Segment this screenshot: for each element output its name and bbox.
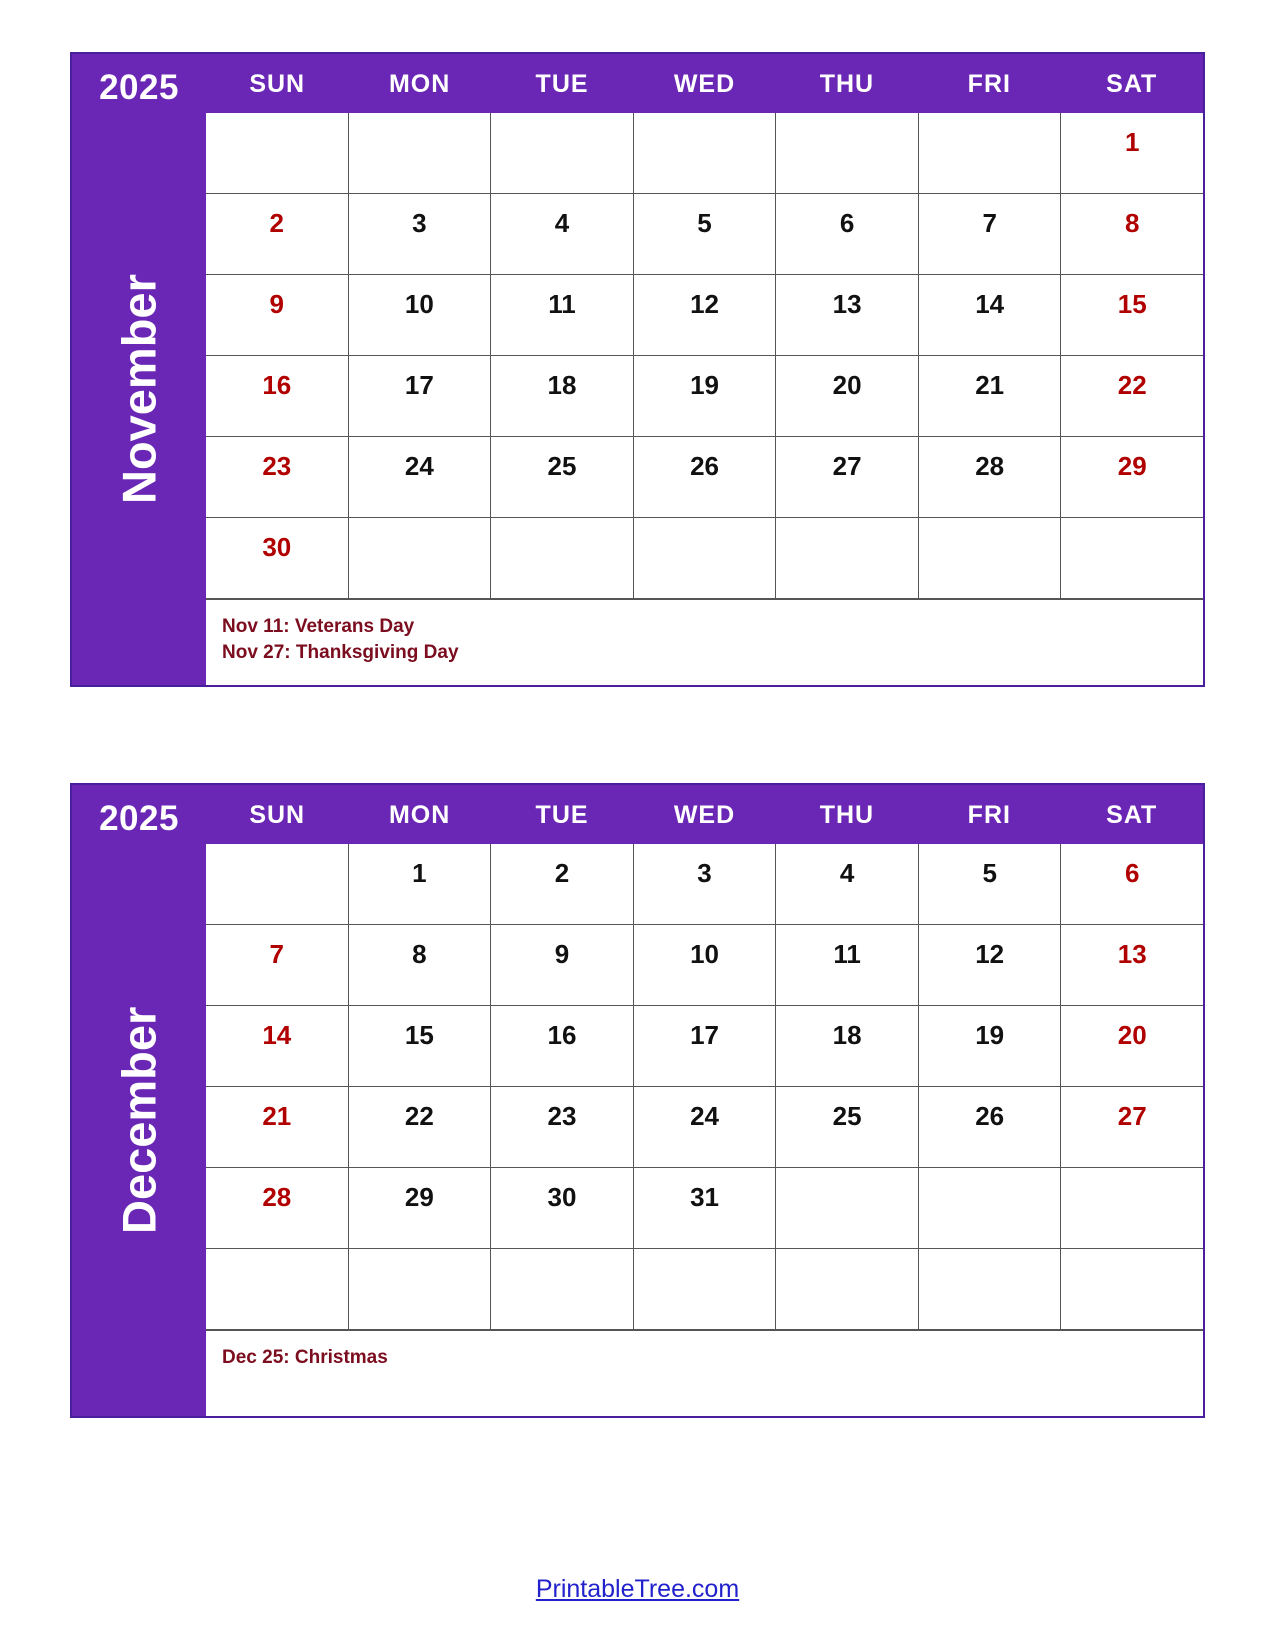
day-cell: 10	[349, 275, 492, 356]
day-cell: 16	[206, 356, 349, 437]
site-link[interactable]: PrintableTree.com	[535, 1575, 740, 1603]
day-cell: 14	[919, 275, 1062, 356]
week-row	[206, 437, 1203, 518]
day-cell	[919, 518, 1062, 599]
block-spacer	[70, 687, 1205, 783]
weekday-sat: SAT	[1106, 801, 1158, 829]
weekday-tue: TUE	[535, 70, 589, 98]
year-label-december: 2025	[99, 799, 179, 838]
weekday-tue: TUE	[535, 801, 589, 829]
day-cell: 19	[634, 356, 777, 437]
day-cell: 25	[776, 1087, 919, 1168]
day-cell	[919, 1168, 1062, 1249]
week-row	[206, 1249, 1203, 1330]
day-cell	[776, 113, 919, 194]
day-cell: 5	[634, 194, 777, 275]
day-cell: 28	[919, 437, 1062, 518]
day-cell: 7	[206, 925, 349, 1006]
calendar-grid-december	[206, 785, 1203, 1416]
day-cell	[634, 518, 777, 599]
day-cell: 11	[776, 925, 919, 1006]
week-row	[206, 925, 1203, 1006]
weekday-wed: WED	[673, 801, 736, 829]
day-cell: 20	[776, 356, 919, 437]
day-cell: 21	[206, 1087, 349, 1168]
day-cell: 20	[1061, 1006, 1203, 1087]
day-cell	[776, 1168, 919, 1249]
day-cell: 11	[491, 275, 634, 356]
day-cell: 27	[776, 437, 919, 518]
day-cell	[1061, 1249, 1203, 1330]
day-cell: 18	[491, 356, 634, 437]
week-row	[206, 113, 1203, 194]
week-row	[206, 275, 1203, 356]
month-sidebar-december	[72, 785, 206, 1416]
day-cell: 1	[1061, 113, 1203, 194]
day-cell	[206, 844, 349, 925]
day-cell: 24	[349, 437, 492, 518]
weekday-header-row	[206, 54, 1203, 113]
year-label-november: 2025	[99, 68, 179, 107]
day-cell: 5	[919, 844, 1062, 925]
day-cell: 8	[349, 925, 492, 1006]
day-cell	[776, 518, 919, 599]
month-name-november: November	[112, 274, 166, 505]
day-cell: 2	[491, 844, 634, 925]
week-row	[206, 1087, 1203, 1168]
day-cell: 12	[919, 925, 1062, 1006]
day-cell: 30	[206, 518, 349, 599]
day-cell	[919, 113, 1062, 194]
day-cell: 3	[349, 194, 492, 275]
day-cell	[634, 113, 777, 194]
day-cell: 3	[634, 844, 777, 925]
day-cell: 17	[349, 356, 492, 437]
day-cell: 24	[634, 1087, 777, 1168]
day-cell: 14	[206, 1006, 349, 1087]
week-row	[206, 1006, 1203, 1087]
day-cell	[349, 1249, 492, 1330]
weekday-header-row	[206, 785, 1203, 844]
day-cell: 4	[491, 194, 634, 275]
holiday-note: Nov 11: Veterans Day	[222, 616, 415, 637]
weekday-fri: FRI	[967, 801, 1011, 829]
day-cell	[491, 518, 634, 599]
day-cell	[206, 1249, 349, 1330]
day-cell	[349, 113, 492, 194]
day-cell	[634, 1249, 777, 1330]
day-cell: 9	[206, 275, 349, 356]
day-cell: 15	[1061, 275, 1203, 356]
day-cell: 22	[1061, 356, 1203, 437]
day-cell: 21	[919, 356, 1062, 437]
day-cell: 6	[1061, 844, 1203, 925]
day-cell: 9	[491, 925, 634, 1006]
day-cell: 7	[919, 194, 1062, 275]
day-cell: 2	[206, 194, 349, 275]
calendar-month-november	[70, 52, 1205, 687]
day-cell: 29	[349, 1168, 492, 1249]
weekday-sat: SAT	[1106, 70, 1158, 98]
weekday-fri: FRI	[967, 70, 1011, 98]
day-cell: 26	[634, 437, 777, 518]
weekday-sun: SUN	[249, 70, 306, 98]
holiday-notes-december	[206, 1330, 1203, 1416]
day-cell: 1	[349, 844, 492, 925]
holiday-note: Nov 27: Thanksgiving Day	[222, 641, 459, 663]
day-cell: 29	[1061, 437, 1203, 518]
day-cell	[349, 518, 492, 599]
day-cell: 12	[634, 275, 777, 356]
day-cell: 27	[1061, 1087, 1203, 1168]
weekday-mon: MON	[388, 70, 451, 98]
weekday-thu: THU	[819, 70, 875, 98]
week-row	[206, 194, 1203, 275]
calendar-grid-november	[206, 54, 1203, 685]
week-row	[206, 1168, 1203, 1249]
month-name-december: December	[112, 1006, 166, 1235]
day-cell	[1061, 518, 1203, 599]
weekday-wed: WED	[673, 70, 736, 98]
weekday-thu: THU	[819, 801, 875, 829]
day-cell: 31	[634, 1168, 777, 1249]
day-cell	[206, 113, 349, 194]
day-cell: 18	[776, 1006, 919, 1087]
day-cell: 16	[491, 1006, 634, 1087]
month-sidebar-november	[72, 54, 206, 685]
day-cell: 23	[491, 1087, 634, 1168]
holiday-notes-november	[206, 599, 1203, 685]
holiday-note: Dec 25: Christmas	[222, 1347, 388, 1368]
weekday-sun: SUN	[249, 801, 306, 829]
day-cell: 10	[634, 925, 777, 1006]
day-cell	[776, 1249, 919, 1330]
day-cell: 19	[919, 1006, 1062, 1087]
week-row	[206, 356, 1203, 437]
day-cell: 30	[491, 1168, 634, 1249]
day-cell: 4	[776, 844, 919, 925]
day-cell: 6	[776, 194, 919, 275]
day-cell: 26	[919, 1087, 1062, 1168]
day-cell: 13	[776, 275, 919, 356]
weekday-mon: MON	[388, 801, 451, 829]
calendar-month-december	[70, 783, 1205, 1418]
week-row	[206, 518, 1203, 599]
day-cell	[491, 1249, 634, 1330]
day-cell: 25	[491, 437, 634, 518]
day-cell	[1061, 1168, 1203, 1249]
day-cell: 22	[349, 1087, 492, 1168]
day-cell: 23	[206, 437, 349, 518]
day-cell: 8	[1061, 194, 1203, 275]
day-cell: 28	[206, 1168, 349, 1249]
footer	[70, 1575, 1205, 1650]
day-cell: 17	[634, 1006, 777, 1087]
day-cell	[491, 113, 634, 194]
day-cell: 13	[1061, 925, 1203, 1006]
day-cell	[919, 1249, 1062, 1330]
day-cell: 15	[349, 1006, 492, 1087]
week-row	[206, 844, 1203, 925]
